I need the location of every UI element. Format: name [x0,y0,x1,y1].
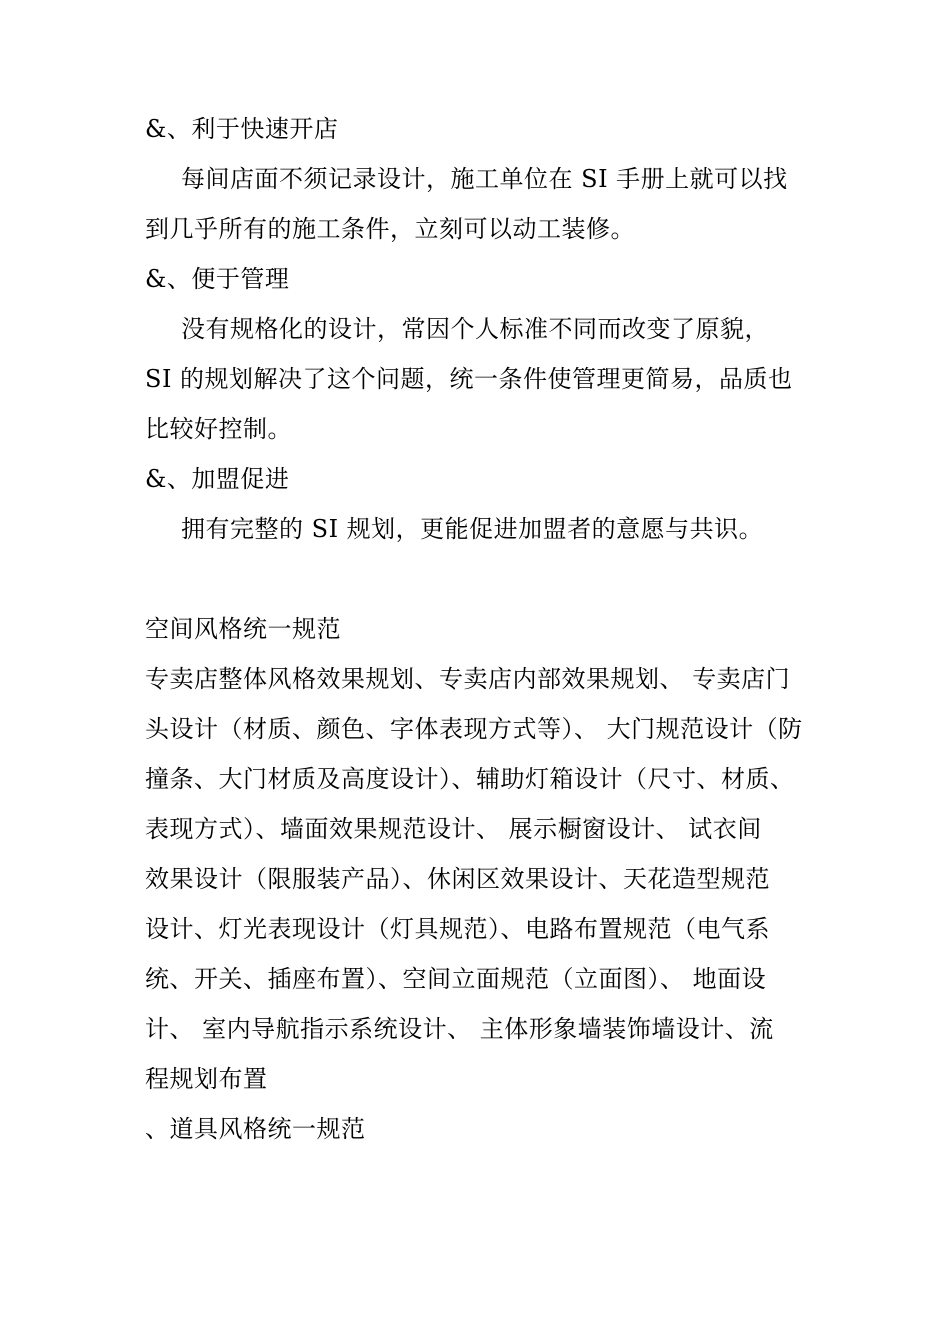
section-heading-fast-opening: &、利于快速开店 [145,115,339,143]
paragraph-line: 表现方式）、墙面效果规范设计、 展示橱窗设计、 试衣间 [145,815,762,843]
section-heading-space-style: 空间风格统一规范 [145,615,341,643]
paragraph-line: 撞条、大门材质及高度设计）、辅助灯箱设计（尺寸、材质、 [145,765,795,793]
paragraph-line: SI 的规划解决了这个问题，统一条件使管理更简易，品质也 [145,365,793,393]
document-page [145,104,810,1154]
paragraph-line: 每间店面不须记录设计，施工单位在 SI 手册上就可以找 [181,165,788,193]
paragraph-line: 计、 室内导航指示系统设计、 主体形象墙装饰墙设计、流 [145,1015,774,1043]
paragraph-line: 到几乎所有的施工条件，立刻可以动工装修。 [145,215,635,243]
paragraph-line: 头设计（材质、颜色、字体表现方式等）、 大门规范设计（防 [145,715,803,743]
paragraph-line: 统、开关、插座布置）、空间立面规范（立面图）、 地面设 [145,965,767,993]
section-heading-management: &、便于管理 [145,265,290,293]
paragraph-line: 拥有完整的 SI 规划，更能促进加盟者的意愿与共识。 [181,515,764,543]
paragraph-line: 没有规格化的设计，常因个人标准不同而改变了原貌， [181,315,769,343]
paragraph-line: 专卖店整体风格效果规划、专卖店内部效果规划、 专卖店门 [145,665,791,693]
section-heading-props-style: 、道具风格统一规范 [145,1115,366,1143]
section-heading-franchise: &、加盟促进 [145,465,290,493]
paragraph-line: 设计、灯光表现设计（灯具规范）、电路布置规范（电气系 [145,915,770,943]
paragraph-line: 程规划布置 [145,1065,268,1093]
blank-line [145,554,810,604]
paragraph-line: 效果设计（限服装产品）、休闲区效果设计、天花造型规范 [145,865,770,893]
paragraph-line: 比较好控制。 [145,415,292,443]
